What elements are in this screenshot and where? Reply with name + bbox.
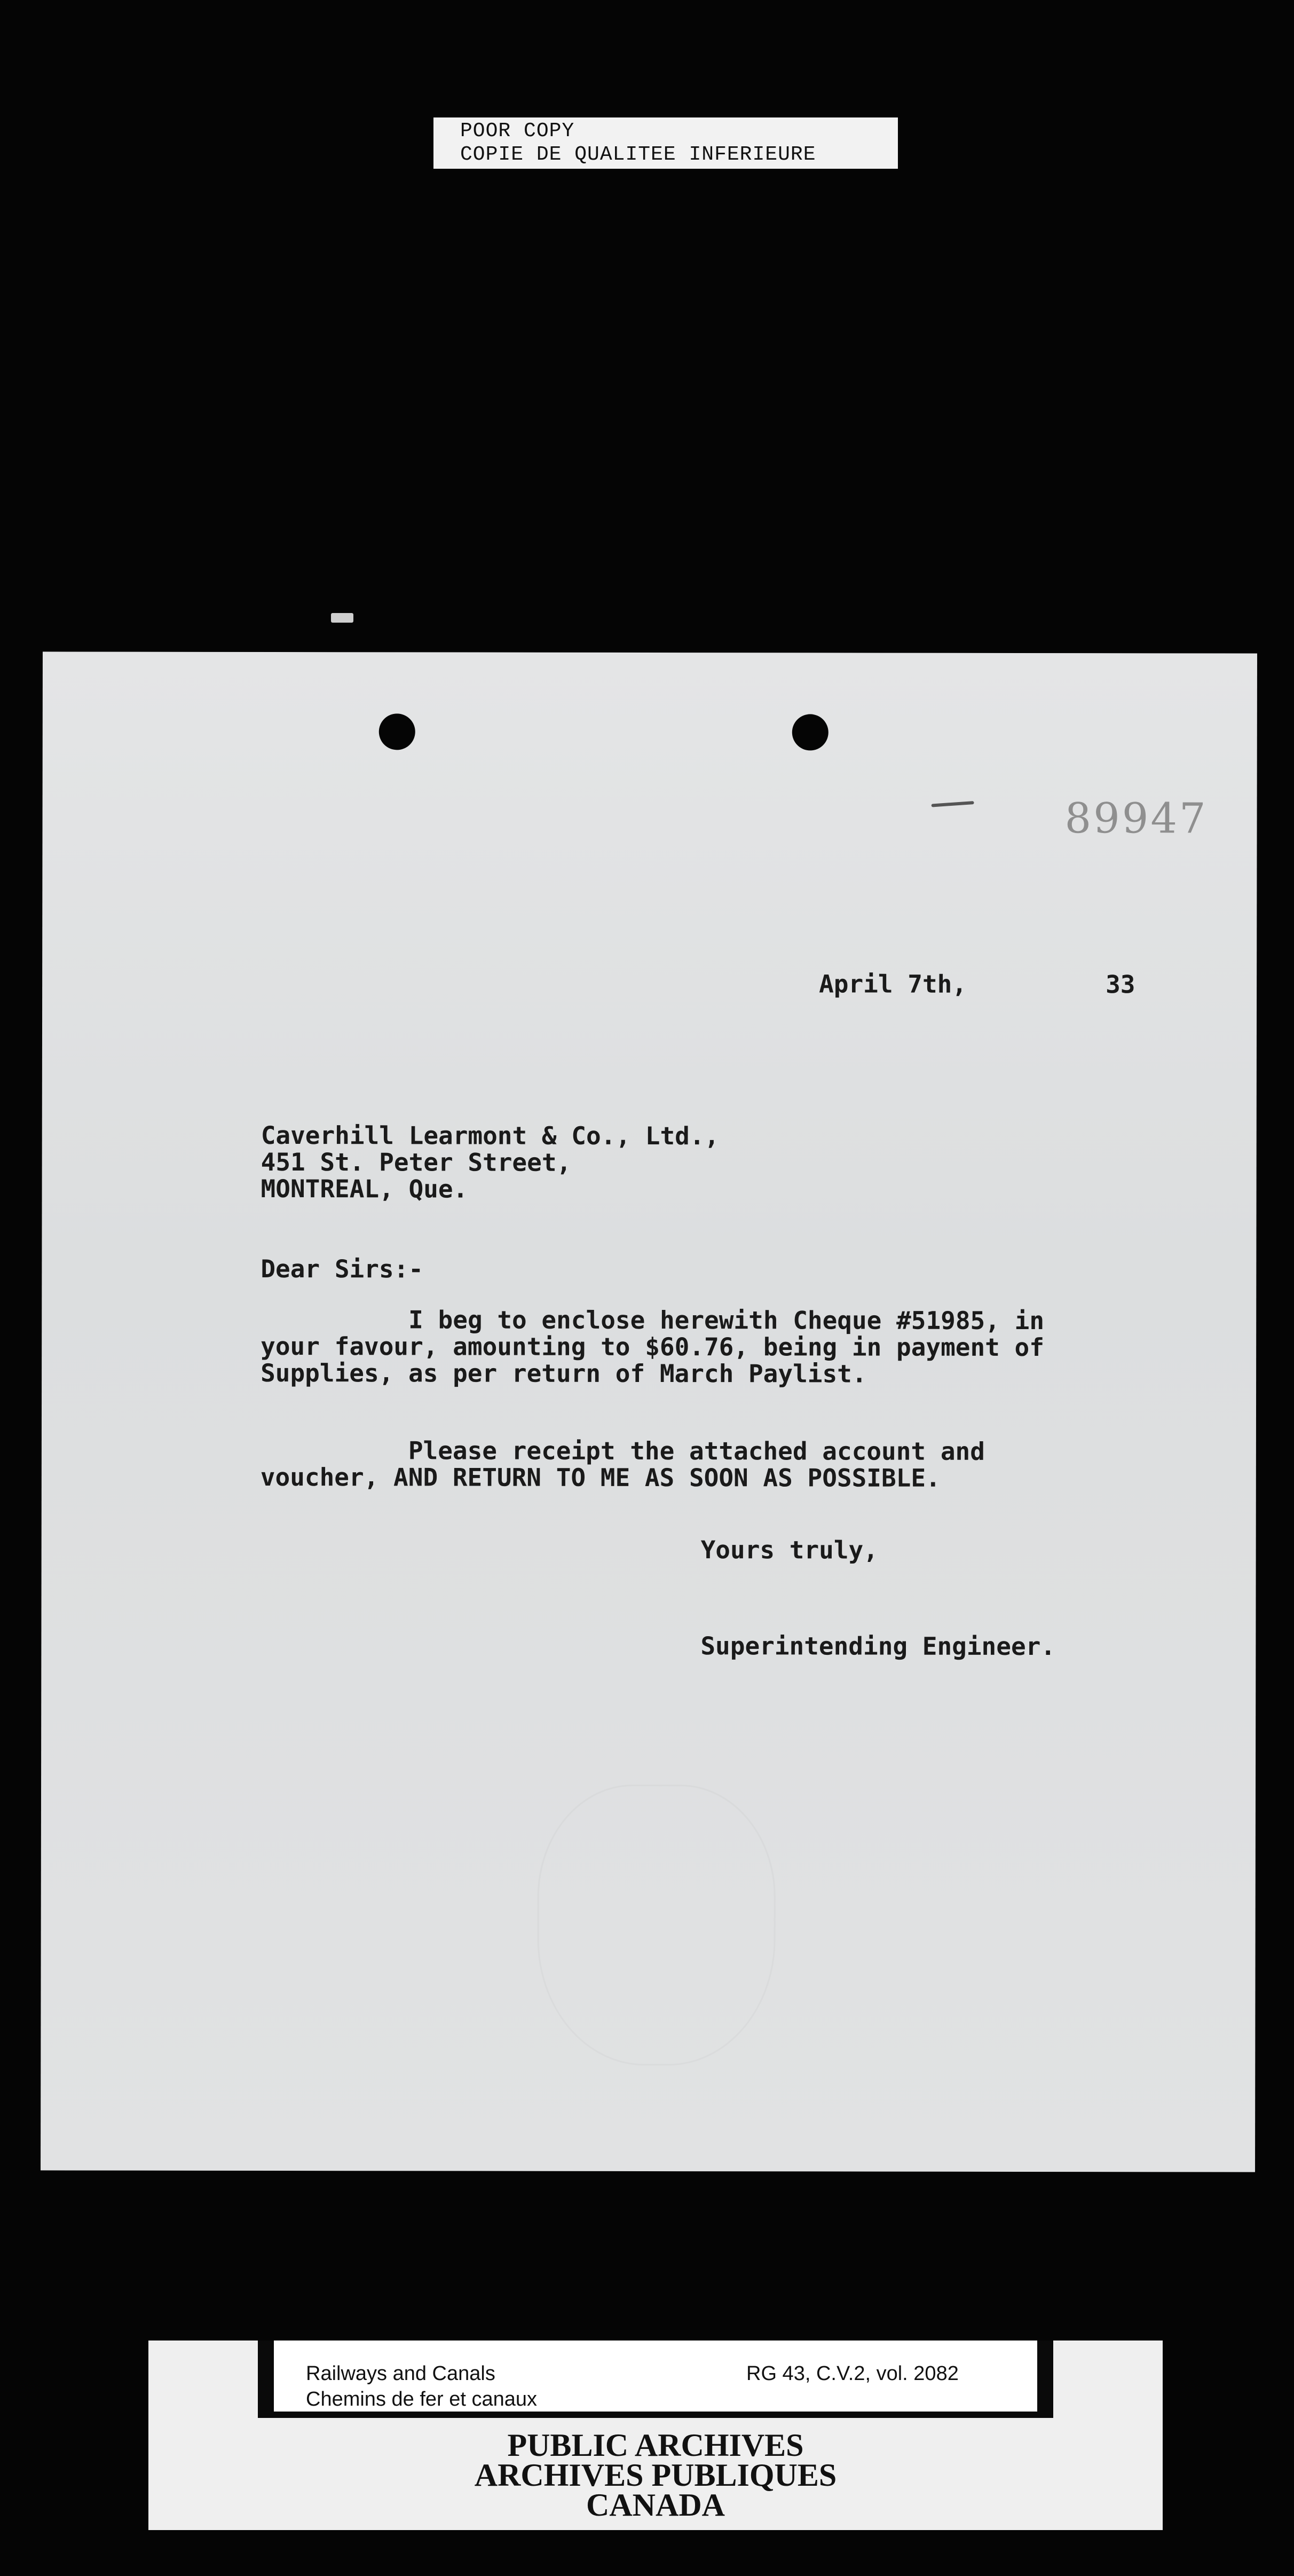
letter-year-ref: 33	[1106, 970, 1135, 999]
reference-box	[258, 2341, 1053, 2418]
collection-fr: Chemins de fer et canaux	[306, 2388, 538, 2410]
letter-date: April 7th,	[819, 969, 967, 999]
archives-line-2: ARCHIVES PUBLIQUES	[474, 2457, 837, 2493]
archive-footer	[148, 2341, 1163, 2530]
film-speck	[331, 613, 353, 623]
collection-names	[306, 2361, 537, 2412]
complimentary-close: Yours truly,	[700, 1535, 879, 1565]
salutation: Dear Sirs:-	[261, 1254, 424, 1284]
punch-hole-right	[792, 714, 829, 750]
banner-line-2: COPIE DE QUALITEE INFERIEURE	[460, 143, 816, 166]
address-line-2: 451 St. Peter Street,	[261, 1147, 572, 1177]
signature-title: Superintending Engineer.	[700, 1631, 1056, 1661]
poor-copy-banner	[433, 117, 898, 169]
paper-watermark	[537, 1785, 776, 2066]
paragraph1-line-3: Supplies, as per return of March Paylist.	[261, 1358, 867, 1388]
archive-reference: RG 43, C.V.2, vol. 2082	[746, 2362, 959, 2385]
archives-line-3: CANADA	[586, 2487, 725, 2523]
pencil-tick-mark	[931, 801, 974, 807]
address-line-1: Caverhill Learmont & Co., Ltd.,	[261, 1120, 720, 1151]
archives-heading	[148, 2428, 1163, 2523]
banner-line-1: POOR COPY	[460, 120, 575, 143]
paragraph1-line-2: your favour, amounting to $60.76, being in payment of	[261, 1331, 1045, 1362]
archives-line-1: PUBLIC ARCHIVES	[507, 2428, 804, 2463]
file-stamp-number: 89947	[1064, 795, 1208, 843]
paragraph1-line-1: I beg to enclose herewith Cheque #51985, in	[261, 1305, 1045, 1336]
paragraph2-line-2: voucher, AND RETURN TO ME AS SOON AS POSSIBLE.	[260, 1462, 941, 1493]
punch-hole-left	[379, 713, 415, 750]
address-line-3: MONTREAL, Que.	[261, 1174, 468, 1204]
letter-sheet	[41, 651, 1257, 2172]
collection-en: Railways and Canals	[306, 2362, 495, 2385]
paragraph2-line-1: Please receipt the attached account and	[260, 1435, 985, 1466]
